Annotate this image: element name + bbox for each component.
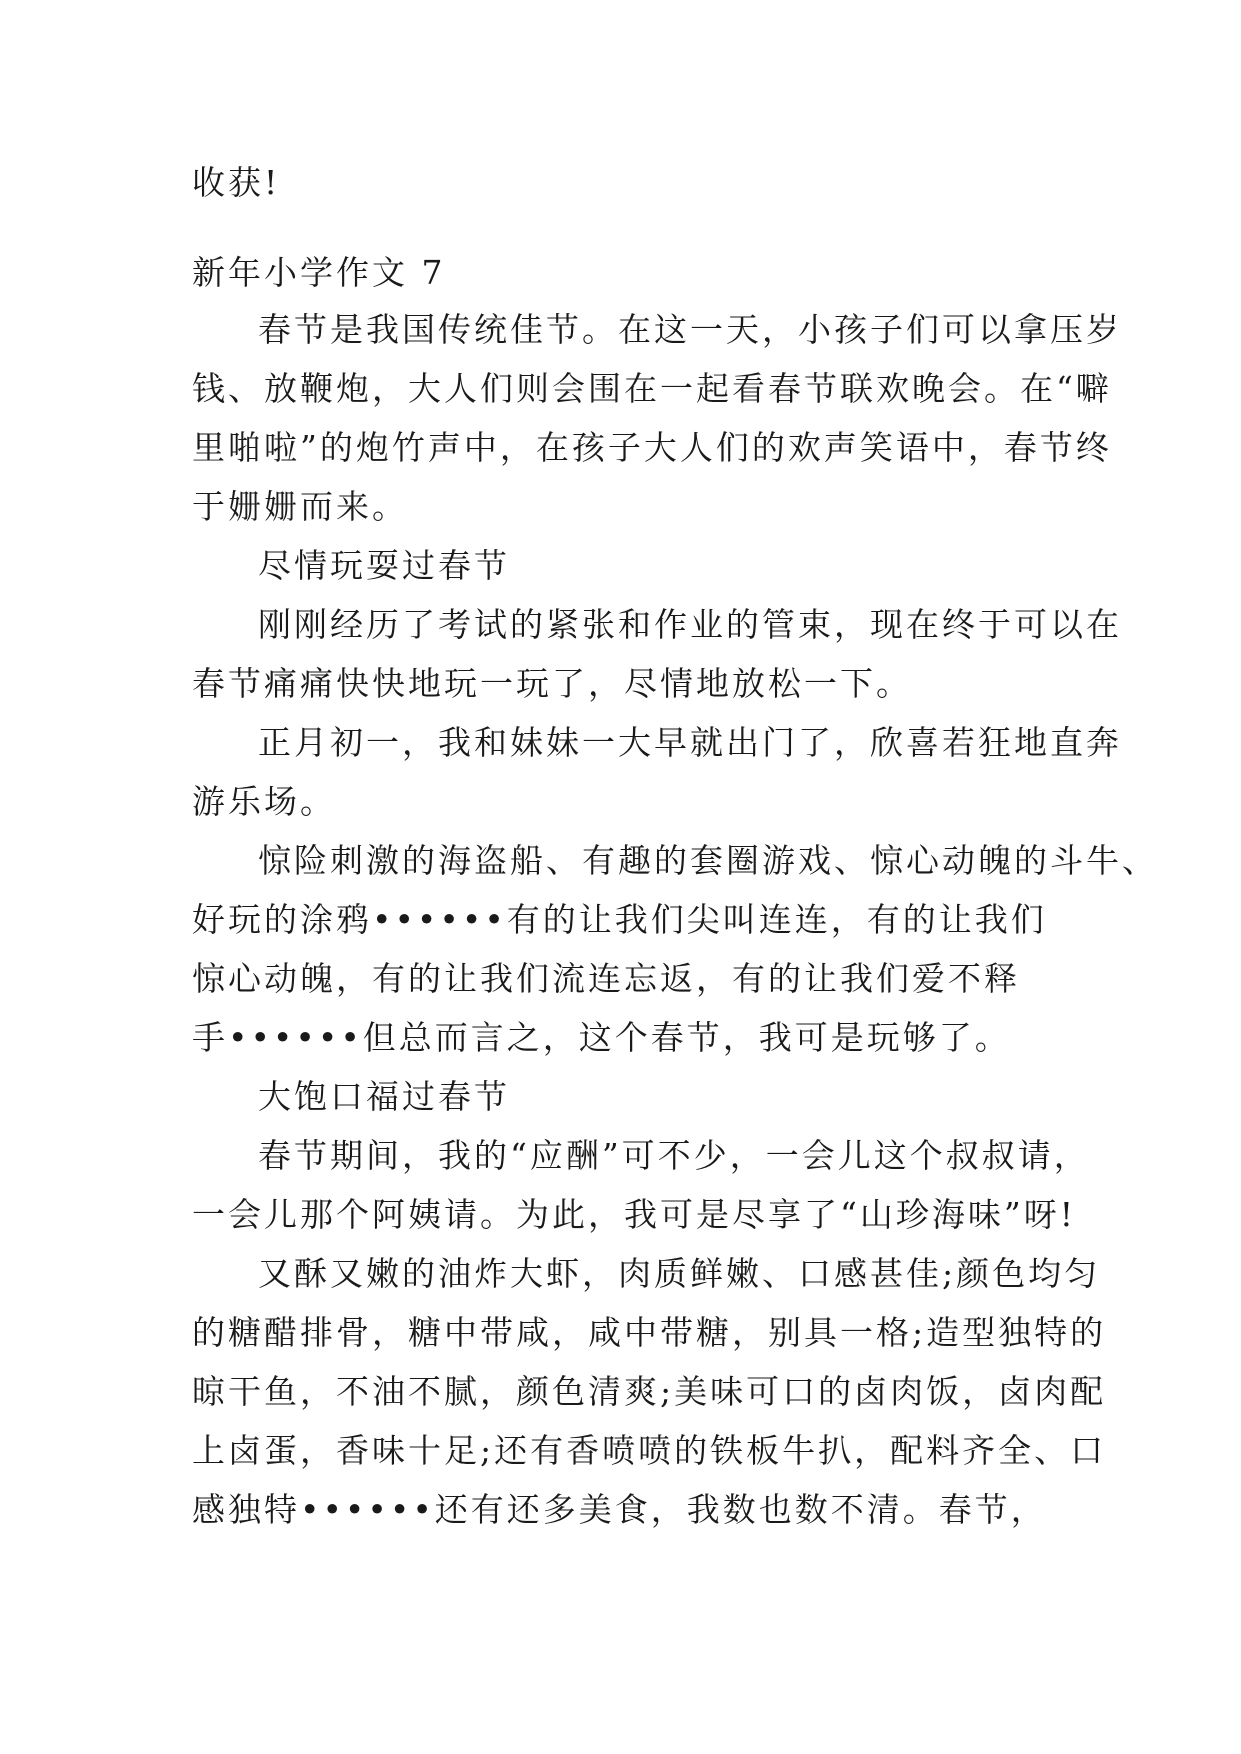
text-line: 好玩的涂鸦••••••有的让我们尖叫连连，有的让我们 [192, 900, 1047, 939]
text-line: 晾干鱼，不油不腻，颜色清爽;美味可口的卤肉饭，卤肉配 [192, 1372, 1107, 1411]
text-line: 收获! [192, 163, 281, 202]
text-line: 手••••••但总而言之，这个春节，我可是玩够了。 [192, 1018, 1011, 1057]
text-line: 的糖醋排骨，糖中带咸，咸中带糖，别具一格;造型独特的 [192, 1313, 1107, 1352]
text-line: 春节痛痛快快地玩一玩了，尽情地放松一下。 [192, 664, 912, 703]
section-heading: 大饱口福过春节 [258, 1077, 510, 1116]
text-line: 正月初一，我和妹妹一大早就出门了，欣喜若狂地直奔 [258, 723, 1122, 762]
text-line: 惊险刺激的海盗船、有趣的套圈游戏、惊心动魄的斗牛、 [258, 841, 1158, 880]
text-line: 钱、放鞭炮，大人们则会围在一起看春节联欢晚会。在“噼 [192, 369, 1112, 408]
text-line: 惊心动魄，有的让我们流连忘返，有的让我们爱不释 [192, 959, 1020, 998]
text-line: 于姗姗而来。 [192, 487, 408, 526]
text-line: 感独特••••••还有还多美食，我数也数不清。春节， [192, 1490, 1047, 1529]
text-line: 刚刚经历了考试的紧张和作业的管束，现在终于可以在 [258, 605, 1122, 644]
section-heading: 尽情玩耍过春节 [258, 546, 510, 585]
text-line: 春节期间，我的“应酬”可不少，一会儿这个叔叔请， [258, 1136, 1090, 1175]
text-line: 里啪啦”的炮竹声中，在孩子大人们的欢声笑语中，春节终 [192, 428, 1112, 467]
text-line: 游乐场。 [192, 782, 336, 821]
text-line: 春节是我国传统佳节。在这一天，小孩子们可以拿压岁 [258, 310, 1122, 349]
text-line: 又酥又嫩的油炸大虾，肉质鲜嫩、口感甚佳;颜色均匀 [258, 1254, 1101, 1293]
text-line: 一会儿那个阿姨请。为此，我可是尽享了“山珍海味”呀! [192, 1195, 1077, 1234]
text-line: 上卤蛋，香味十足;还有香喷喷的铁板牛扒，配料齐全、口 [192, 1431, 1107, 1470]
essay-title: 新年小学作文 7 [192, 253, 446, 292]
